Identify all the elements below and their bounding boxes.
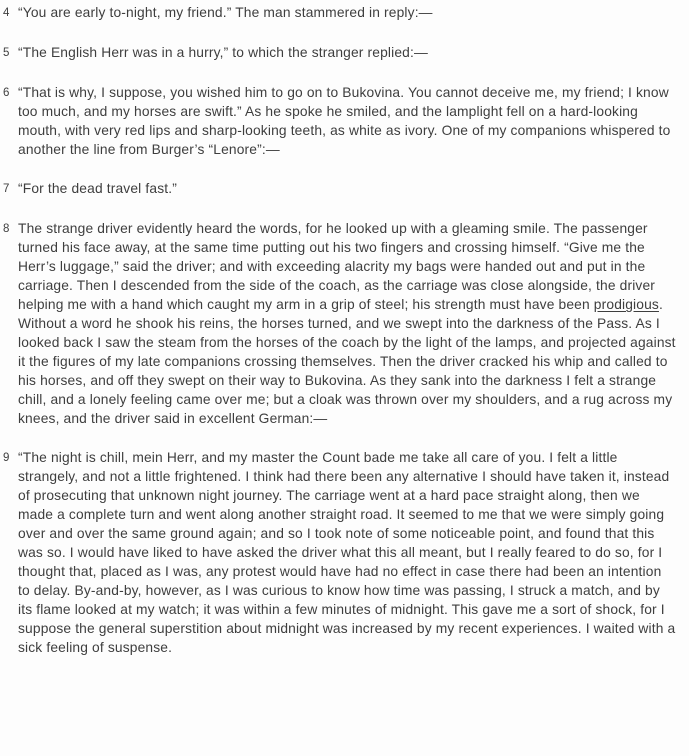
paragraph-number: 7 <box>3 183 10 195</box>
paragraph-number: 9 <box>3 452 10 464</box>
text-segment: “You are early to-night, my friend.” The man stammered in reply:— <box>18 5 433 20</box>
paragraph <box>3 43 676 63</box>
paragraph <box>3 219 676 428</box>
paragraph-number: 6 <box>3 87 10 99</box>
underlined-word: prodigious <box>593 297 659 312</box>
text-segment: The strange driver evidently heard the words, for he looked up with a gleaming smile. The passenger turned his face away, at the same time putting out his two fingers and crossing himself. “Give me the Herr’s luggage,” said the driver; and with exceeding alacrity my bags were handed out and put in the carriage. Then I descended from the side of the coach, as the carriage was close alongside, the driver helping me with a hand which caught my arm in a grip of steel; his strength must have been <box>18 221 656 312</box>
text-segment: “The night is chill, mein Herr, and my master the Count bade me take all care of you. I felt a little strangely, and not a little frightened. I think had there been any alternative I should have taken it, instead of prosecuting that unknown night journey. The carriage went at a hard pace straight along, then we made a complete turn and went along another straight road. It seemed to me that we were simply going over and over the same ground again; and so I took note of some noticeable point, and found that this was so. I would have liked to have asked the driver what this all meant, but I really feared to do so, for I thought that, placed as I was, any protest would have had no effect in case there had been an intention to delay. By-and-by, however, as I was curious to know how time was passing, I struck a match, and by its flame looked at my watch; it was within a few minutes of midnight. This gave me a sort of shock, for I suppose the general superstition about midnight was increased by my recent experiences. I waited with a sick feeling of suspense. <box>18 450 676 655</box>
text-segment: . Without a word he shook his reins, the horses turned, and we swept into the darkness of the Pass. As I looked back I saw the steam from the horses of the coach by the light of the lamps, and projected against it the figures of my late companions crossing themselves. Then the driver cracked his whip and called to his horses, and off they swept on their way to Bukovina. As they sank into the darkness I felt a strange chill, and a lonely feeling came over me; but a cloak was thrown over my shoulders, and a rug across my knees, and the driver said in excellent German:— <box>18 297 676 426</box>
paragraph-number: 8 <box>3 223 10 235</box>
paragraph-number: 4 <box>3 7 10 19</box>
paragraph-text <box>18 43 676 62</box>
paragraph <box>3 83 676 159</box>
paragraph-text <box>18 179 676 198</box>
paragraph-text <box>18 83 676 159</box>
text-segment: “For the dead travel fast.” <box>18 181 177 196</box>
paragraph-number: 5 <box>3 47 10 59</box>
paragraph-text <box>18 3 676 22</box>
text-segment: “That is why, I suppose, you wished him to go on to Bukovina. You cannot deceive me, my friend; I know too much, and my horses are swift.” As he spoke he smiled, and the lamplight fell on a hard-looking mouth, with very red lips and sharp-looking teeth, as white as ivory. One of my companions whispered to another the line from Burger’s “Lenore”:— <box>18 85 671 157</box>
paragraph-text <box>18 448 676 657</box>
text-segment: “The English Herr was in a hurry,” to which the stranger replied:— <box>18 45 428 60</box>
paragraph-list <box>3 3 676 657</box>
paragraph <box>3 448 676 657</box>
paragraph <box>3 179 676 199</box>
paragraph-text <box>18 219 676 428</box>
paragraph <box>3 3 676 23</box>
